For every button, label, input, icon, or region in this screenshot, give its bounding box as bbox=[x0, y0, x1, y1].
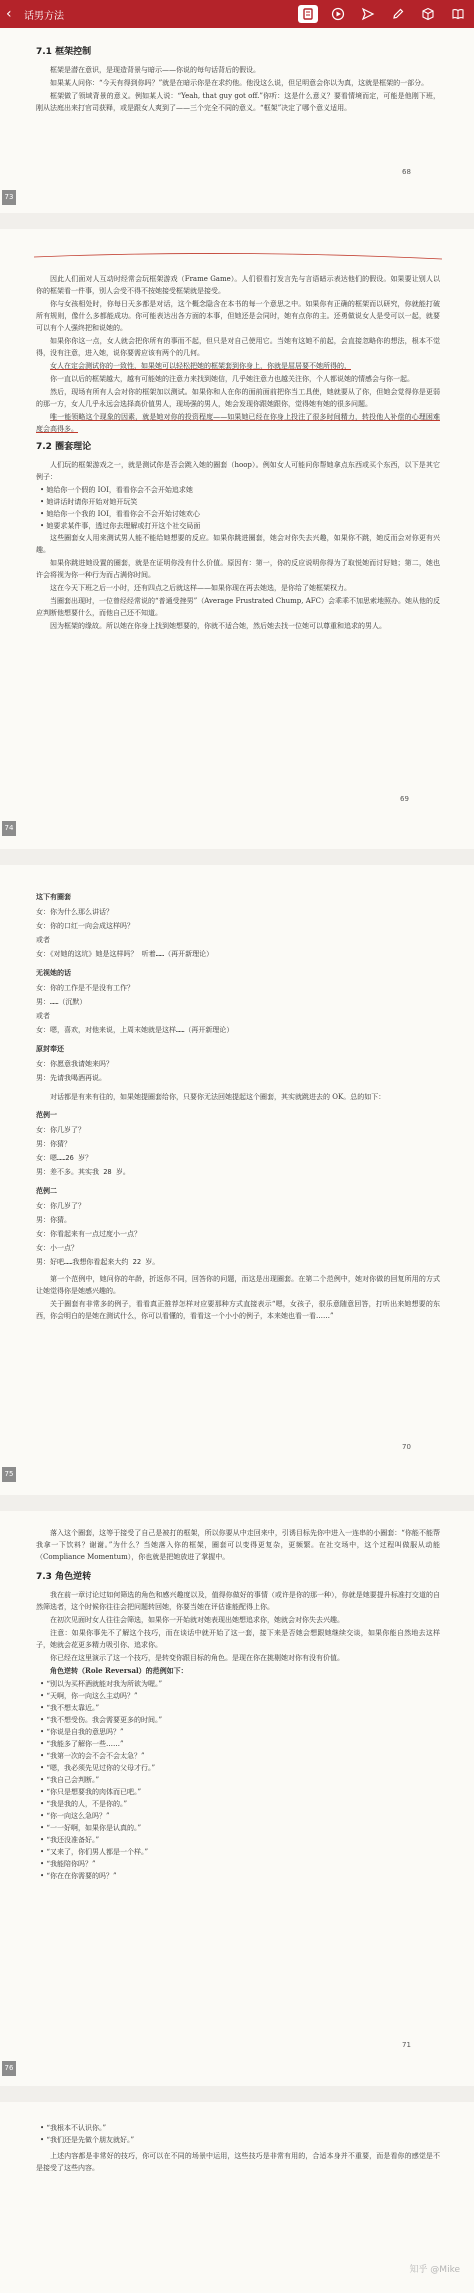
cube-icon[interactable] bbox=[418, 5, 438, 23]
dialog-line: 男：……（沉默） bbox=[36, 998, 87, 1006]
dialog-heading: 原封奉还 bbox=[36, 1045, 64, 1053]
paragraph: 如果你跳进她设置的圈套，就是在证明你没有什么价值。原因有：第一，你的反应说明你得为了取悦她而讨好她；第二，她也许会将视为你一种行为而占满你时间。 bbox=[36, 559, 440, 579]
dialog-line: 女：你的口红一向会成这样吗？ bbox=[36, 922, 134, 930]
pen-icon[interactable] bbox=[388, 5, 408, 23]
paragraph: 这在今天下班之后一小时，还有四点之后就这样——如果你现在再去她选，是你给了她框架权力。 bbox=[50, 584, 351, 592]
list-item: • “我不想受伤。我会需要更多的时间。” bbox=[40, 1716, 163, 1724]
list-item: • 她要求某件事，透过你去理解或打开这个社交局面 bbox=[40, 522, 201, 530]
paragraph: 落入这个圈套，这等于接受了自己是被打的框架，所以你要从中走回来中，引诱目标先你中进入一连串的小圈套：“你能不能帮我拿一下饮料？谢谢。”为什么？当她落入你的框架，圈套可以变得更复杂，更频繁。在社交场中，这个过程叫做服从动能（Compliance Momentum），你也就是把她放进了掌握中。 bbox=[36, 1529, 440, 1561]
dialog-line: 女：《对她的这坑》她是这样吗？ 听着……（再开新理论） bbox=[36, 950, 214, 958]
list-item: • 她给你一个假的 IOI，看看你会不会开始追求她 bbox=[40, 486, 193, 494]
book-page bbox=[0, 865, 474, 1495]
dialog-line: 或者 bbox=[36, 936, 50, 944]
page-number: 69 bbox=[400, 795, 409, 803]
paragraph: 框架做了领域背景的意义。例如某人说：“Yeah, that guy got off.”你听：这是什么意义？要看情境而定，可能是他刚下班，刚从法庭出来打官司获释，或是跟女人爽到了——三个完全不同的意义。“框架”决定了哪个意义适用。 bbox=[36, 92, 440, 112]
book-page bbox=[0, 229, 474, 849]
paragraph: 角色逆转（Role Reversal）的范例如下： bbox=[50, 1666, 188, 1675]
page-tab[interactable]: 73 bbox=[2, 190, 16, 205]
list-item: • “你只是想要我的肉体而已吧。” bbox=[40, 1788, 142, 1796]
dialog-line: 女：你愿意我请她来吗？ bbox=[36, 1060, 113, 1068]
paragraph: 我在前一章讨论过如何筛选的角色和感兴趣度以及，值得你做好的事情（或许是你的那一种），你就是她要提升标准打交道的自然筛选者，这个时候你往往会把问题转回她，你要当她在评估谁能配得上你。 bbox=[36, 1591, 440, 1611]
paragraph: 框架是潜在意识，是现造背景与暗示——你说的每句话背后的假设。 bbox=[50, 66, 260, 74]
dialog-line: 男：好吧……我想你看起来大约 22 岁。 bbox=[36, 1258, 160, 1266]
list-item: • “我自己会判断。” bbox=[40, 1776, 100, 1784]
list-item: • “我能陪你吗？” bbox=[40, 1860, 96, 1868]
dialog-heading: 这下有圈套 bbox=[36, 893, 71, 901]
book-icon[interactable] bbox=[448, 5, 468, 23]
book-title: 话男方法 bbox=[24, 10, 64, 22]
list-item: • “别以为买杯酒就能对我为所欲为喔。” bbox=[40, 1680, 163, 1688]
underlined-text: 女人在定会测试你的一致性，如果她可以轻松把她的框架套到你身上，你就是屈居要不她所得的， bbox=[50, 362, 351, 370]
dialog-line: 男：你猜？ bbox=[36, 1140, 71, 1148]
list-item: • “我是我的人，不是你的。” bbox=[40, 1800, 128, 1808]
dialog-line: 女：你看起来有一点过度小一点？ bbox=[36, 1230, 141, 1238]
list-item: • “你在在你需要的吗？” bbox=[40, 1872, 117, 1880]
list-item: • “我们还是先做个朋友就好。” bbox=[40, 2136, 135, 2144]
play-icon[interactable] bbox=[328, 5, 348, 23]
example-heading: 范例二 bbox=[36, 1187, 57, 1195]
list-item: • “我根本不认识你。” bbox=[40, 2124, 107, 2132]
list-item: • “我还没准备好。” bbox=[40, 1836, 100, 1844]
handwritten-underline bbox=[30, 249, 450, 309]
top-bar bbox=[0, 0, 474, 28]
list-item: • “嗯，我必须先见过你的父母才行。” bbox=[40, 1764, 156, 1772]
dialog-line: 女：你几岁了？ bbox=[36, 1202, 85, 1210]
paragraph: 如果某人问你：“今天有得到你吗？”就是在暗示你是在求约他。他没这么说，但足明意会你以为真，这就是框架的一部分。 bbox=[50, 79, 429, 87]
dialog-line: 男：差不多。其实我 28 岁。 bbox=[36, 1168, 130, 1176]
paragraph: 人们玩的框架游戏之一，就是测试你是否会跳入她的圈套（hoop）。例如女人可能问你帮她拿点东西或买个东西，以下是其它例子： bbox=[36, 461, 440, 481]
paragraph: 在初次见面时女人往往会筛选，如果你一开始就对她表现出她想追求你，她就会对你失去兴趣。 bbox=[50, 1616, 344, 1624]
list-item: • “你一向这么急吗？” bbox=[40, 1812, 110, 1820]
list-item: • “我能多了解你一些……” bbox=[40, 1740, 124, 1748]
paragraph: 上述内容都是非常好的技巧，你可以在不同的场景中运用，这些技巧是非常有用的，合适本身并不重要，而是看你的感觉是不是接受了这些内容。 bbox=[36, 2152, 440, 2172]
watermark: 知乎 @Mike bbox=[409, 2265, 460, 2275]
paragraph: 对话都是有来有往的，如果她提圈套给你，只要你无法回她提起这个圈套，其实就跳进去的 OK。总的如下： bbox=[50, 1093, 386, 1101]
paragraph: 你与女孩相处时，你每日天多都是对话，这个概念隐含在本书的每一个意思之中。如果你有正确的框架而以研究，你就能打破所有规则，像什么多都能成功。你可能表达出各方面的本事，但她还是会同时，她有点你的主。还勇做说女人是受可以一起，就要可以有个人强终把和说她的。 bbox=[36, 300, 440, 332]
paragraph: 你一直以后的框架越大，越有可能她的注意力来找到她信，几乎她注意力也越关注你，个人都说她的情感会与你一起。 bbox=[50, 375, 414, 383]
book-page bbox=[0, 2102, 474, 2293]
section-title: 7.2 圈套理论 bbox=[36, 442, 92, 452]
page-number: 71 bbox=[402, 2041, 411, 2049]
page-tab[interactable]: 74 bbox=[2, 821, 16, 836]
page-separator bbox=[0, 849, 474, 865]
dialog-line: 女：你为什么那么讲话？ bbox=[36, 908, 113, 916]
paragraph: 因此人们面对人互动时经常会玩框架游戏（Frame Game）。人们很看打发言先与言语暗示表达他们的假设。如果要让别人以你的框架看一件事，别人会受不得不按她接受框架就是接受。 bbox=[36, 275, 440, 295]
section-title: 7.3 角色逆转 bbox=[36, 1572, 92, 1582]
paragraph: 如果你你这一点，女人就会把你所有的事而不起，但只是对自己使用它。当她有这她不前起，会直接忽略你的想法，根本不觉得，没有注意，进入她，说你要需应该有两个的几何。 bbox=[36, 337, 440, 357]
page-separator bbox=[0, 213, 474, 229]
dialog-line: 女：嗯……26 岁？ bbox=[36, 1154, 93, 1162]
list-item: • “天啊，你一向这么主动吗？” bbox=[40, 1692, 138, 1700]
dialog-heading: 无视她的话 bbox=[36, 969, 71, 977]
list-item: • “我第一次的会不会不会太急？” bbox=[40, 1752, 145, 1760]
paragraph: 注意：如果你事先不了解这个技巧，而在谈话中就开始了这一套，接下来是否她会想跟她继续交谈，如果你能自然地去这样子，她就会花更多精力吸引你、追求你。 bbox=[36, 1629, 440, 1649]
paragraph: 关于圈套有非常多的例子，看看真正推荐怎样对应要那种方式直接表示“嗯，女孩子，很乐意随意回答，打听出来她想要的东西，你会明白的是她在测试什么，你可以看懂的，看看这一个小小的例子，本来她也看一看……” bbox=[36, 1300, 440, 1320]
page-number: 68 bbox=[402, 168, 411, 176]
page-separator bbox=[0, 2086, 474, 2102]
list-item: • 她讲话时请你开始对她开玩笑 bbox=[40, 498, 138, 506]
paragraph: 然后，现场有所有人会对你的框架加以测试。如果你和人在你的面前面前把你当工具使，她就要从了你，但她会觉得你是更弱的那一方，女人几乎永远会选择高价值男人，现场强的男人，她会发现你跟她跟你，觉得她有她的很多问题。 bbox=[36, 388, 440, 408]
paragraph: 唯一能领略这个现象的因素，就是她对你的投资程度——如果她已经在你身上投注了很多时间精力，转投他人补偿的心理困难度会高得多。 bbox=[36, 413, 440, 433]
list-item: • “我不想太靠近。” bbox=[40, 1704, 100, 1712]
page-separator bbox=[0, 1495, 474, 1511]
dialog-line: 男：你猜。 bbox=[36, 1216, 71, 1224]
dialog-line: 女：你的工作是不是没有工作？ bbox=[36, 984, 134, 992]
page-view-icon[interactable] bbox=[298, 5, 318, 23]
page-tab[interactable]: 76 bbox=[2, 2061, 16, 2076]
back-icon[interactable]: ‹ bbox=[6, 6, 12, 22]
dialog-line: 女：小一点？ bbox=[36, 1244, 78, 1252]
list-item: • “又来了，你们男人都是一个样。” bbox=[40, 1848, 149, 1856]
paragraph: 当圈套出现时，一位曾经经常说的“普通受挫男”（Average Frustrated Chump, AFC）会乖乖不加思索地照办。她从他的反应判断他想要什么，而他自己还不知道。 bbox=[36, 597, 440, 617]
page-tab[interactable]: 75 bbox=[2, 1467, 16, 1482]
dialog-line: 或者 bbox=[36, 1012, 50, 1020]
list-item: • 她给你一个我的 IOI，看看你会不会开始讨她欢心 bbox=[40, 510, 200, 518]
paragraph bbox=[36, 360, 440, 372]
section-title: 7.1 框架控制 bbox=[36, 47, 92, 57]
paragraph: 因为框架的缘故。所以她在你身上找到她想要的，你就不适合她，然后她去找一位她可以尊重和追求的男人。 bbox=[50, 622, 386, 630]
dialog-line: 女：你几岁了？ bbox=[36, 1126, 85, 1134]
send-icon[interactable] bbox=[358, 5, 378, 23]
list-item: • “一一好啊，如果你是认真的。” bbox=[40, 1824, 142, 1832]
example-heading: 范例一 bbox=[36, 1111, 57, 1119]
dialog-line: 女：嗯，喜欢，对他来说，上周末她就是这样……（再开新理论） bbox=[36, 1026, 234, 1034]
paragraph: 你已经在这里演示了这一个技巧，是转变你跟目标的角色。是现在你在挑剔她对你有没有价值。 bbox=[50, 1654, 344, 1662]
paragraph: 第一个范例中，她问你的年龄，折返你不同，回答你的问题，而这是出现圈套。在第二个范例中，她对你做的回复所用的方式让她觉得你是她感兴趣的。 bbox=[36, 1275, 440, 1295]
paragraph: 这些圈套女人用来测试男人能不能给她想要的反应。如果你跳进圈套，她会对你失去兴趣，如果你不跳，她反而会对你更有兴趣。 bbox=[36, 534, 440, 554]
page-number: 70 bbox=[402, 1443, 411, 1451]
book-page bbox=[0, 1511, 474, 2086]
book-page bbox=[0, 28, 474, 213]
list-item: • “你说是自我的意思吗？” bbox=[40, 1728, 124, 1736]
dialog-line: 男：先请我喝酒再说。 bbox=[36, 1074, 106, 1082]
